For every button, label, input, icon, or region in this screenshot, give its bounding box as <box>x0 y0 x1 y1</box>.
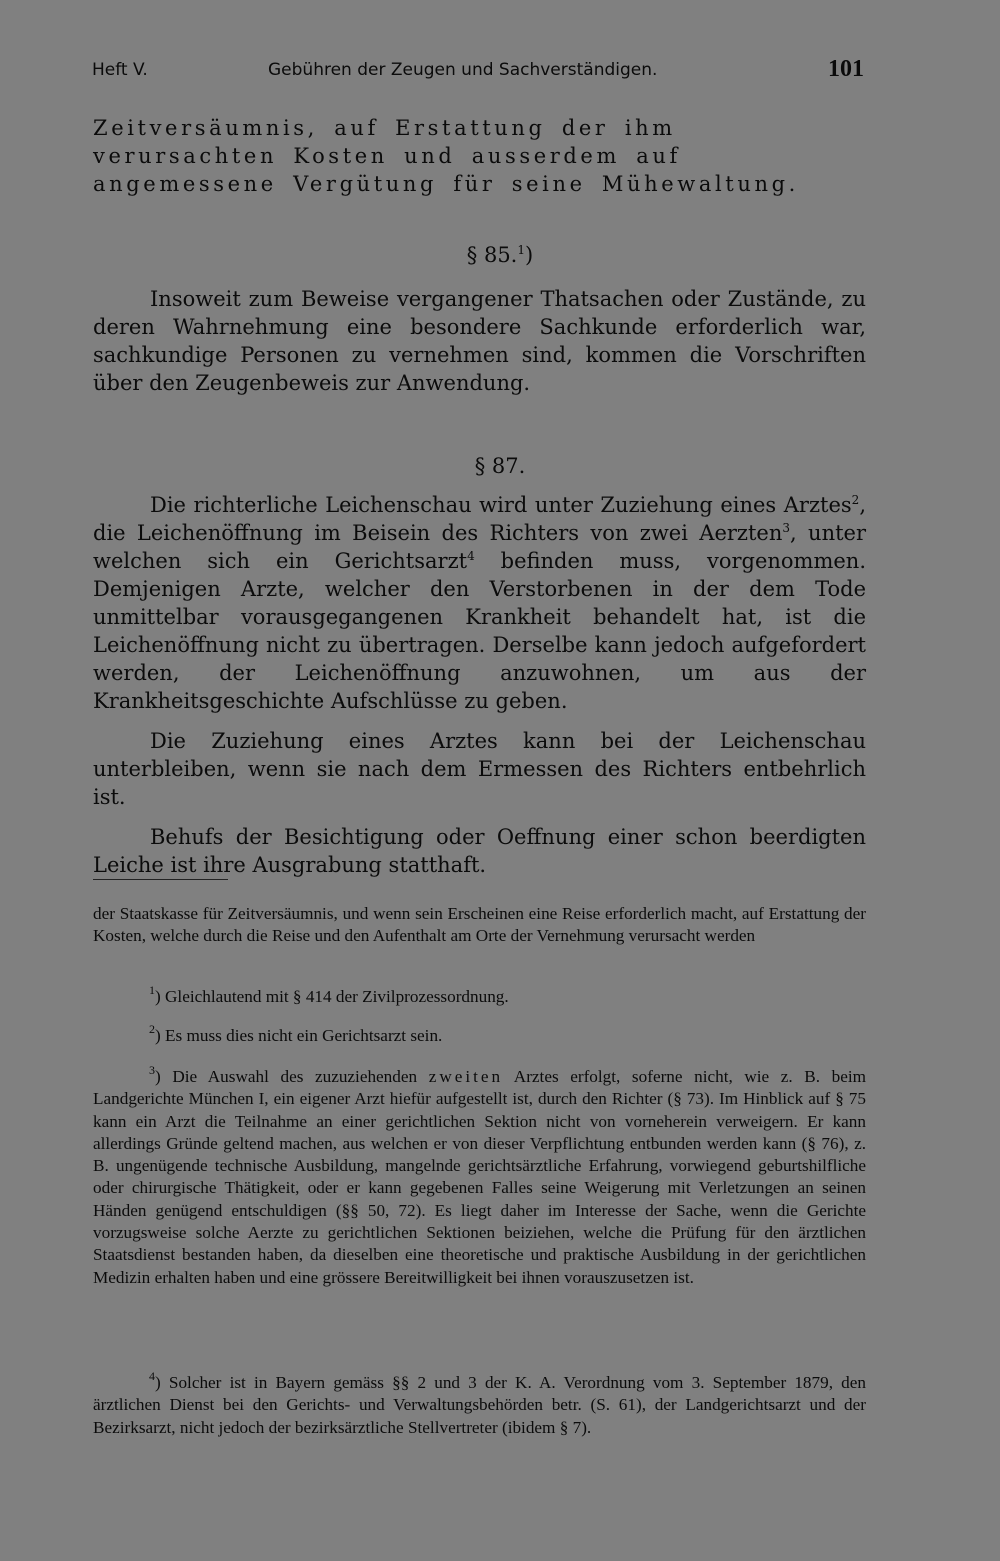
footnote-2 <box>93 1022 866 1047</box>
footnote-3-mark: 3 <box>149 1063 155 1077</box>
section-85-footnote-mark: 1 <box>517 243 525 257</box>
section-85-heading-text: § 85. <box>466 243 518 267</box>
p1-part-c: , unter welchen sich ein Gerichtsarzt <box>93 521 866 573</box>
footnote-continuation-text: der Staatskasse für Zeitversäumnis, und wenn sein Erscheinen eine Reise erforderlich macht, auf Erstattung der Kosten, welche durch die Reise und den Aufenthalt am Orte der Vernehmung verursacht werden <box>93 904 866 946</box>
footnote-2-text: ) Es muss dies nicht ein Gerichtsarzt sein. <box>155 1026 443 1045</box>
footnote-3-text-b: Arztes erfolgt, soferne nicht, wie z. B. beim Landgerichte München I, ein eigener Arzt hiefür aufgestellt ist, durch den Richter (§ 73). Im Hinblick auf § 75 kann ein Arzt die Teilnahme an einer gerichtlichen Sektion nicht von vorneherein verweigern. Er kann allerdings Gründe geltend machen, aus welchen er von dieser Verpflichtung entbunden werden kann (§ 76), z. B. ungenügende technische Ausbildung, mangelnde gerichtsärztliche Erfahrung, vorwiegend geburtshilfliche oder chirurgische Thätigkeit, oder er kann gegebenen Falles seine Weigerung mit Verletzungen an seinen Händen genügend entschuldigen (§§ 50, 72). Es liegt daher im Interesse der Sache, wenn die Gerichte vorzugsweise solche Aerzte zu gerichtlichen Sektionen beiziehen, welche die Prüfung für den ärztlichen Staatsdienst bestanden haben, da dieselben eine theoretische und praktische Ausbildung in der gerichtlichen Medizin erhalten haben und eine grössere Bereitwilligkeit bei ihnen vorauszusetzen ist. <box>93 1067 867 1287</box>
footnote-1-text: ) Gleichlautend mit § 414 der Zivilprozessordnung. <box>155 987 509 1006</box>
footnote-4-mark: 4 <box>149 1369 155 1383</box>
p1-part-d: befinden muss, vorgenommen. Demjenigen Arzte, welcher den Verstorbenen in der dem Tode unmittelbar vorausgegangenen Krankheit behandelt hat, ist die Leichenöffnung nicht zu übertragen. Derselbe kann jedoch aufgefordert werden, der Leichenöffnung anzuwohnen, um aus der Krankheitsgeschichte Aufschlüsse zu geben. <box>93 549 866 713</box>
running-header <box>92 58 870 88</box>
section-85-body <box>93 285 866 397</box>
footnote-ref-4: 4 <box>467 549 475 563</box>
footnote-divider <box>93 879 228 880</box>
section-87-paragraph-3: Behufs der Besichtigung oder Oeffnung einer schon beerdigten Leiche ist ihre Ausgrabung statthaft. <box>93 825 866 877</box>
section-87-paragraph-2: Die Zuziehung eines Arztes kann bei der Leichenschau unterbleiben, wenn sie nach dem Ermessen des Richters entbehrlich ist. <box>93 729 866 809</box>
section-85-paragraph: Insoweit zum Beweise vergangener Thatsachen oder Zustände, zu deren Wahrnehmung eine besondere Sachkunde erforderlich war, sachkundige Personen zu vernehmen sind, kommen die Vorschriften über den Zeugenbeweis zur Anwendung. <box>93 287 866 395</box>
section-87-paragraph-1 <box>93 491 866 715</box>
section-85-heading: § 85.$^1$) <box>466 243 534 267</box>
footnote-3-emphasis: zweiten <box>428 1067 504 1086</box>
footnote-4-text: ) Solcher ist in Bayern gemäss §§ 2 und 3 der K. A. Verordnung vom 3. September 1879, den ärztlichen Dienst bei den Gerichts- und Verwaltungsbehörden betr. (S. 61), der Landgerichtsarzt und der Bezirksarzt, nicht jedoch der bezirksärztliche Stellvertreter (ibidem § 7). <box>93 1373 866 1437</box>
footnote-continuation <box>93 903 866 948</box>
continuation-paragraph <box>93 114 866 198</box>
header-title: Gebühren der Zeugen und Sachverständigen. <box>268 60 658 80</box>
footnote-4 <box>93 1369 866 1439</box>
continuation-text: Zeitversäumnis, auf Erstattung der ihm verursachten Kosten und ausserdem auf angemessene Vergütung für seine Mühewaltung. <box>93 116 799 196</box>
header-volume: Heft V. <box>92 60 148 80</box>
footnote-ref-2: 2 <box>851 493 860 507</box>
footnote-2-mark: 2 <box>149 1022 155 1036</box>
footnote-ref-3: 3 <box>782 521 791 535</box>
section-87-heading <box>0 454 1000 478</box>
p1-part-b: , die Leichenöffnung im Beisein des Richters von zwei Aerzten <box>93 493 866 545</box>
p1-part-a: Die richterliche Leichenschau wird unter Zuziehung eines Arztes <box>150 493 852 517</box>
footnote-1-mark: 1 <box>149 983 155 997</box>
section-87-heading-text: § 87. <box>474 454 526 478</box>
page-number: 101 <box>828 56 864 82</box>
footnote-3 <box>93 1063 867 1289</box>
footnote-1 <box>93 983 866 1008</box>
section-87-body <box>93 491 866 879</box>
footnote-3-text-a: ) Die Auswahl des zuzuziehenden <box>155 1067 429 1086</box>
